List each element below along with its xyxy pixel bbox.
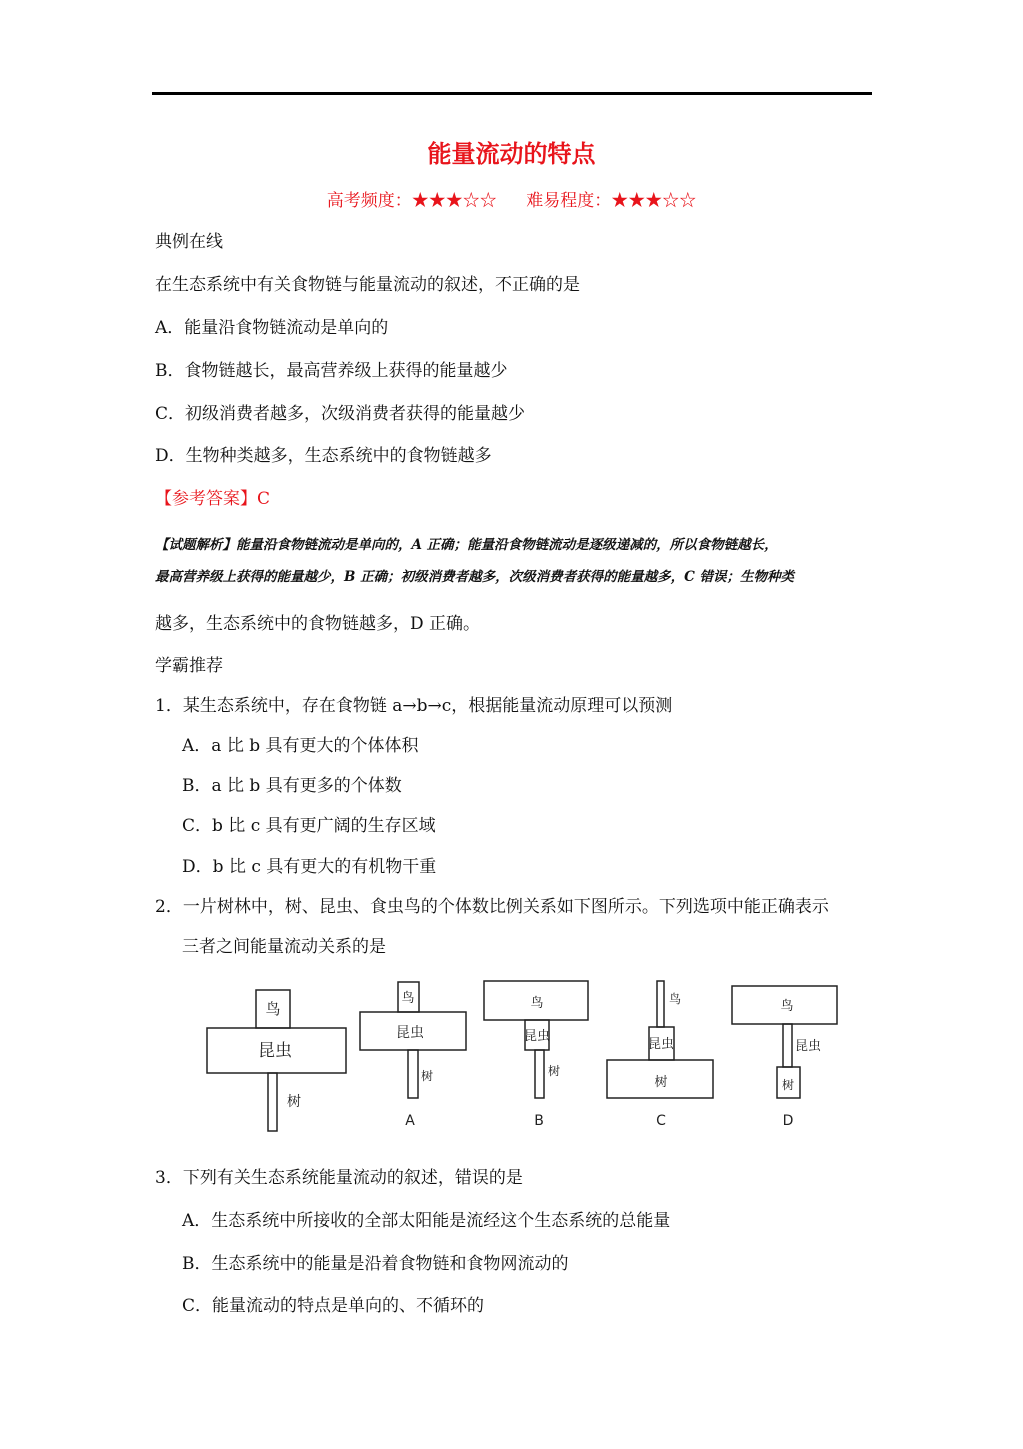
pyramid-figure bbox=[195, 975, 845, 1135]
option-c-bird-box bbox=[657, 981, 664, 1027]
option-d-insect-label: 昆虫 bbox=[795, 1039, 822, 1054]
option-a-label: A bbox=[405, 1113, 415, 1129]
q2-stem-line-1: 2．一片树林中，树、昆虫、食虫鸟的个体数比例关系如下图所示。下列选项中能正确表示 bbox=[155, 897, 829, 917]
q1-option-b: B．a 比 b 具有更多的个体数 bbox=[182, 776, 402, 796]
option-d-bird-label: 鸟 bbox=[780, 999, 794, 1014]
analysis-line-1: 【试题解析】能量沿食物链流动是单向的，A 正确；能量沿食物链流动是逐级递减的，所以食物链越长， bbox=[155, 537, 778, 553]
reference-insect-label: 昆虫 bbox=[258, 1041, 292, 1061]
option-a-tree-box bbox=[408, 1050, 418, 1098]
example-option-c: C．初级消费者越多，次级消费者获得的能量越少 bbox=[155, 404, 526, 424]
option-b-insect-label: 昆虫 bbox=[523, 1029, 551, 1044]
option-d-tree-label: 树 bbox=[781, 1078, 795, 1092]
option-c-bird-label: 鸟 bbox=[669, 992, 682, 1006]
page-title: 能量流动的特点 bbox=[427, 140, 596, 168]
reference-tree-box bbox=[268, 1073, 277, 1131]
q1-option-c: C．b 比 c 具有更广阔的生存区域 bbox=[182, 816, 436, 836]
example-option-b: B．食物链越长，最高营养级上获得的能量越少 bbox=[155, 361, 508, 381]
analysis-line-3: 越多，生态系统中的食物链越多，D 正确。 bbox=[155, 614, 481, 634]
option-c-tree-label: 树 bbox=[654, 1075, 668, 1090]
q3-option-b: B．生态系统中的能量是沿着食物链和食物网流动的 bbox=[182, 1254, 569, 1274]
pyramid-diagram bbox=[195, 975, 845, 1135]
reference-bird-label: 鸟 bbox=[265, 1000, 281, 1018]
option-c-insect-label: 昆虫 bbox=[647, 1037, 675, 1052]
option-b-label: B bbox=[534, 1113, 544, 1129]
option-d-label: D bbox=[782, 1113, 794, 1129]
example-section-heading: 典例在线 bbox=[155, 232, 223, 252]
option-a-bird-label: 鸟 bbox=[401, 991, 415, 1006]
q3-stem: 3．下列有关生态系统能量流动的叙述，错误的是 bbox=[155, 1168, 523, 1188]
option-b-tree-label: 树 bbox=[548, 1064, 561, 1078]
option-b-tree-box bbox=[535, 1050, 544, 1098]
difficulty-rating: 难易程度：★★★☆☆ bbox=[526, 191, 697, 211]
top-rule bbox=[152, 92, 872, 95]
example-option-d: D．生物种类越多，生态系统中的食物链越多 bbox=[155, 446, 492, 466]
option-b-bird-label: 鸟 bbox=[530, 996, 544, 1011]
reference-tree-label: 树 bbox=[287, 1094, 301, 1110]
q3-option-c: C．能量流动的特点是单向的、不循环的 bbox=[182, 1296, 485, 1316]
option-c-label: C bbox=[656, 1113, 666, 1129]
example-option-a: A．能量沿食物链流动是单向的 bbox=[155, 318, 389, 338]
option-a-insect-label: 昆虫 bbox=[396, 1025, 424, 1041]
example-question: 在生态系统中有关食物链与能量流动的叙述，不正确的是 bbox=[155, 275, 580, 295]
practice-section-heading: 学霸推荐 bbox=[155, 656, 223, 676]
q2-stem-line-2: 三者之间能量流动关系的是 bbox=[182, 937, 386, 957]
q1-option-a: A．a 比 b 具有更大的个体体积 bbox=[182, 736, 419, 756]
q3-option-a: A．生态系统中所接收的全部太阳能是流经这个生态系统的总能量 bbox=[182, 1211, 671, 1231]
reference-answer: 【参考答案】C bbox=[155, 489, 271, 509]
frequency-rating: 高考频度：★★★☆☆ bbox=[326, 191, 497, 211]
q1-option-d: D．b 比 c 具有更大的有机物干重 bbox=[182, 857, 437, 877]
analysis-line-2: 最高营养级上获得的能量越少，B 正确；初级消费者越多，次级消费者获得的能量越多，C 错误；生物种类 bbox=[155, 569, 795, 585]
q1-stem: 1．某生态系统中，存在食物链 a→b→c，根据能量流动原理可以预测 bbox=[155, 696, 673, 716]
rating-row bbox=[0, 186, 1023, 211]
option-a-tree-label: 树 bbox=[421, 1069, 434, 1083]
option-d-insect-box bbox=[783, 1024, 792, 1067]
